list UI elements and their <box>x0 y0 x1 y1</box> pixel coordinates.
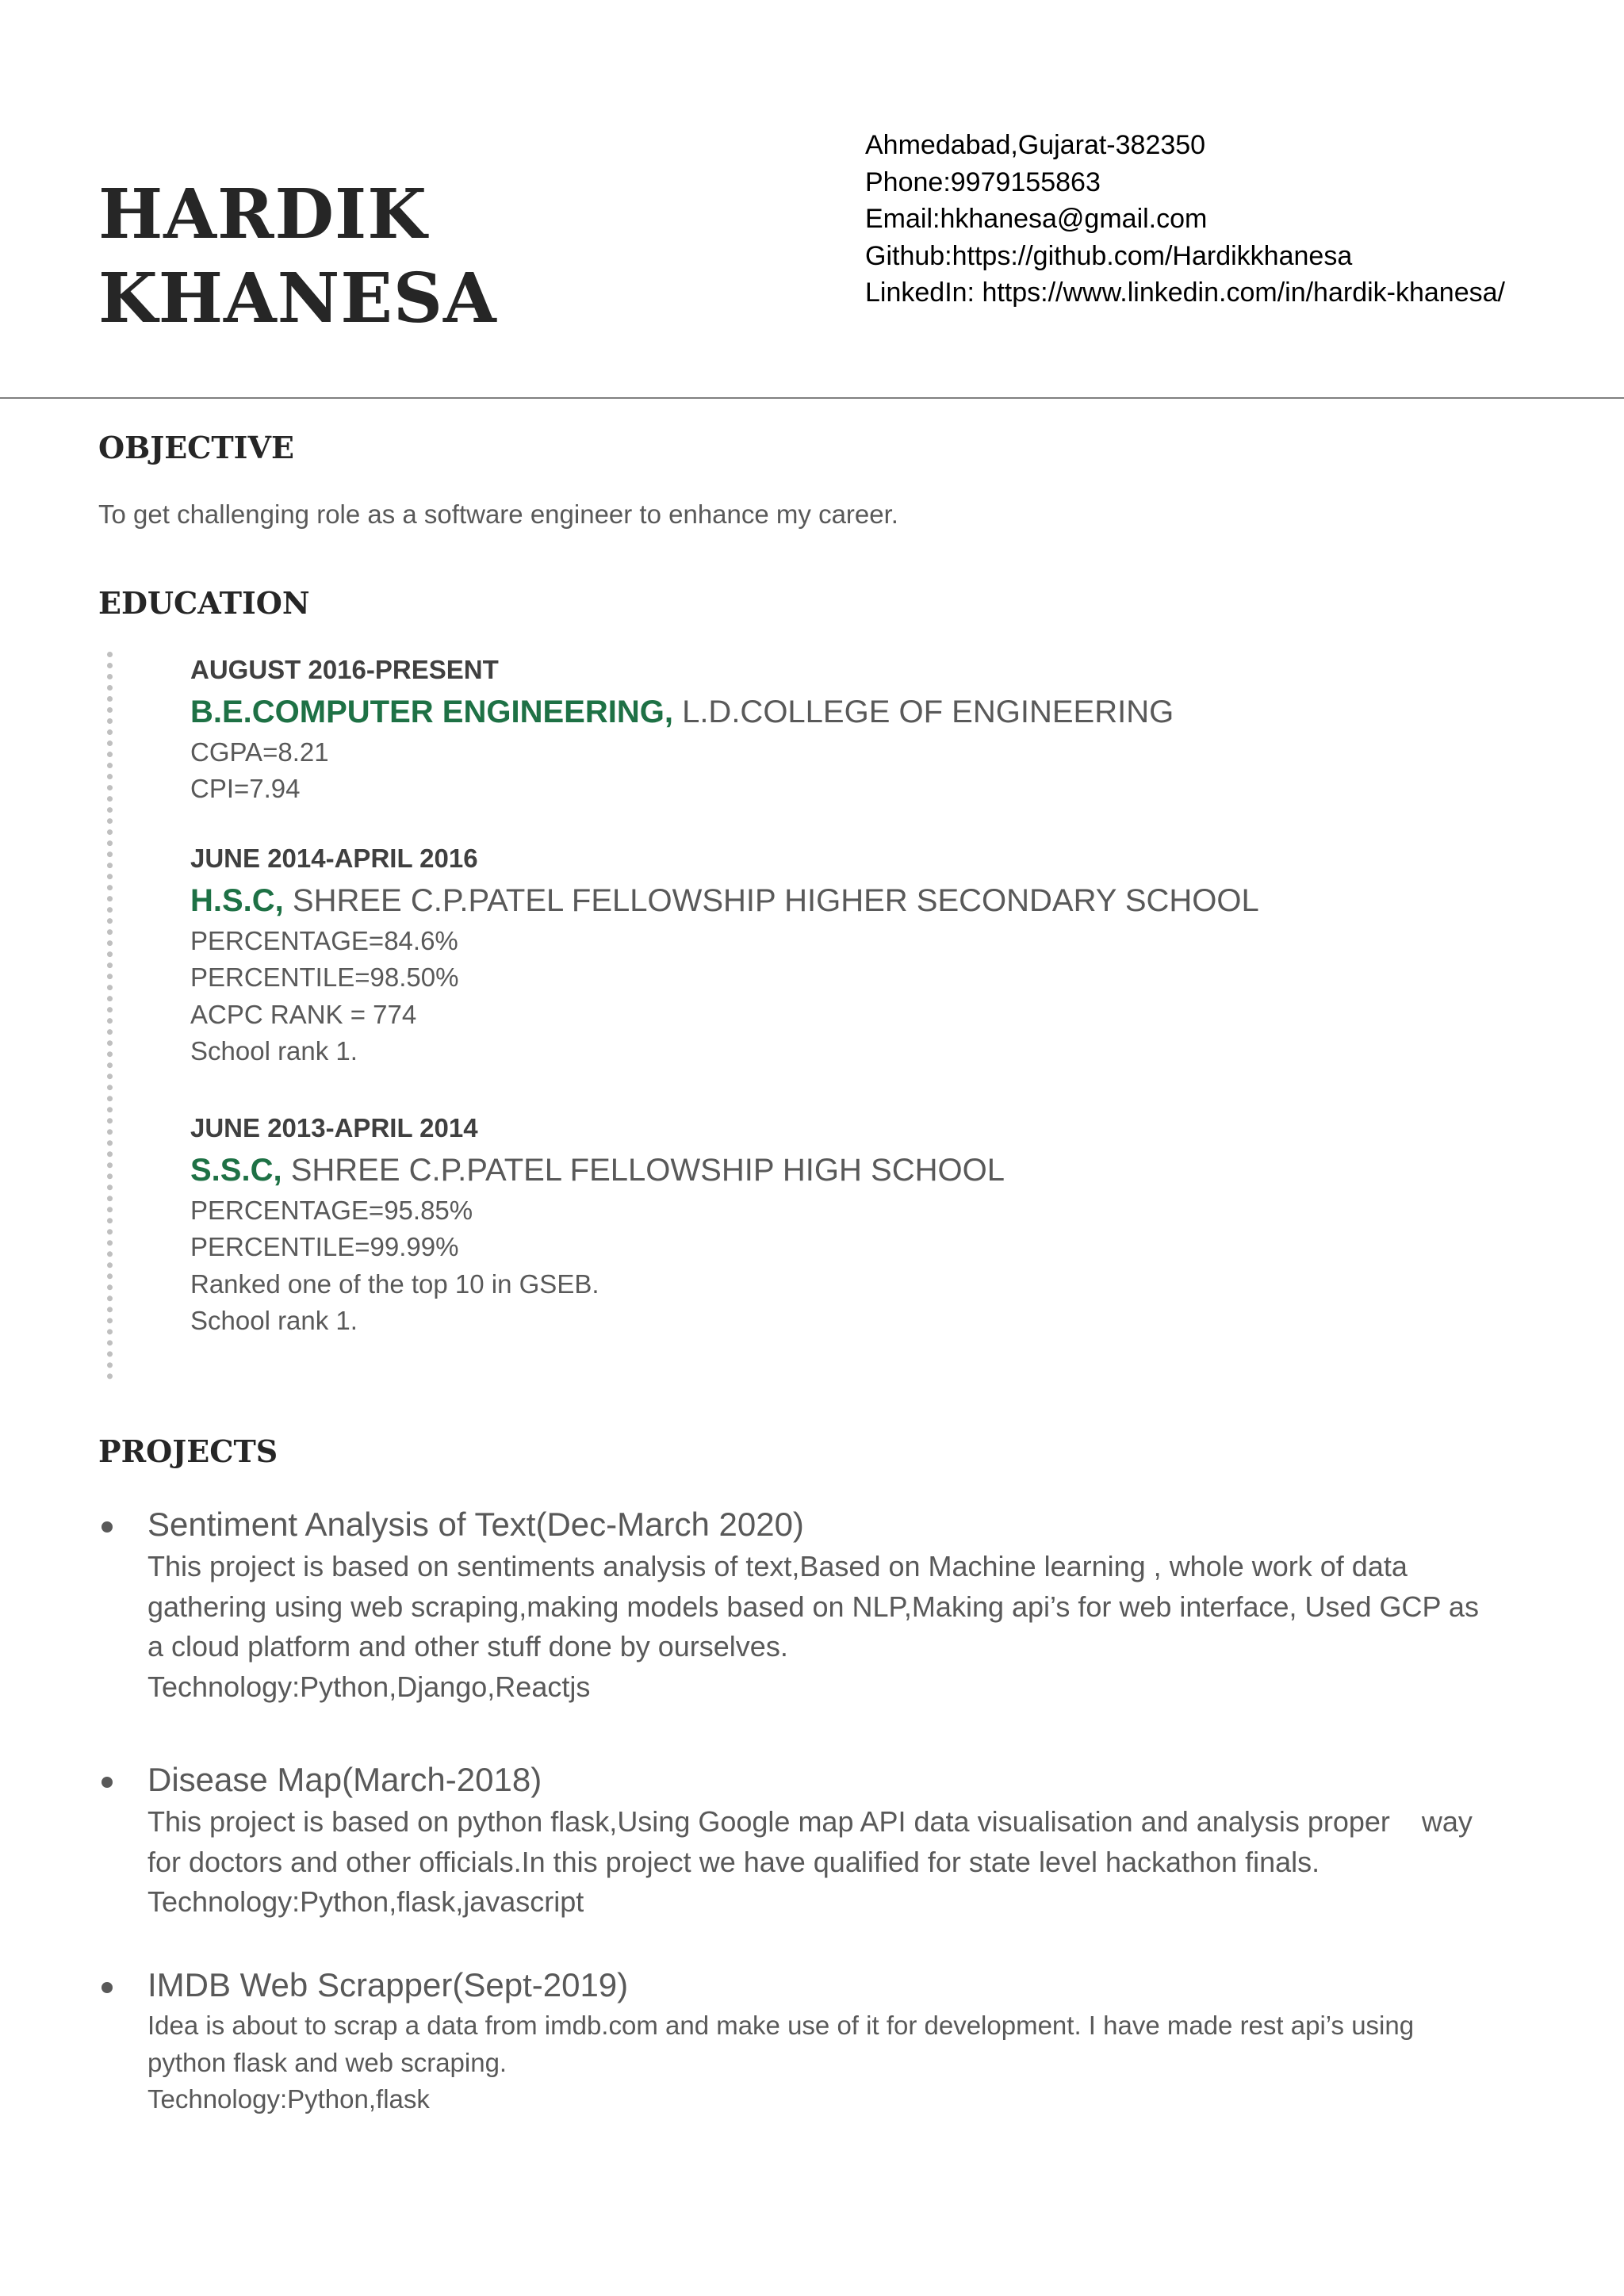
project-description-line: for doctors and other officials.In this project we have qualified for state level hackathon finals. <box>147 1845 1320 1878</box>
project-title: Disease Map(March-2018) <box>147 1761 542 1798</box>
project-technology: Technology:Python,Django,Reactjs <box>147 1670 591 1703</box>
project-title: Sentiment Analysis of Text(Dec-March 2020) <box>147 1506 804 1543</box>
education-detail: PERCENTILE=98.50% <box>190 962 459 993</box>
contact-address: Ahmedabad,Gujarat-382350 <box>865 130 1206 160</box>
header-divider <box>0 397 1624 399</box>
projects-heading: PROJECTS <box>98 1433 278 1469</box>
contact-phone: Phone:9979155863 <box>865 166 1101 197</box>
education-detail: PERCENTAGE=95.85% <box>190 1196 473 1225</box>
project-description-line: This project is based on sentiments analysis of text,Based on Machine learning , whole work of data <box>147 1550 1408 1582</box>
bullet-icon <box>102 1521 113 1533</box>
contact-linkedin: LinkedIn: https://www.linkedin.com/in/hardik-khanesa/ <box>865 277 1505 308</box>
project-description-line: python flask and web scraping. <box>147 2047 508 2077</box>
education-detail: School rank 1. <box>190 1305 358 1335</box>
project-description-line: Idea is about to scrap a data from imdb.com and make use of it for development. I have made rest api’s using <box>147 2011 1415 2040</box>
project-item <box>98 1963 1573 2118</box>
contact-info <box>865 127 1505 312</box>
education-detail: School rank 1. <box>190 1035 358 1066</box>
education-school: SHREE C.P.PATEL FELLOWSHIP HIGH SCHOOL <box>282 1153 1005 1188</box>
education-heading: EDUCATION <box>98 585 310 621</box>
education-degree: H.S.C, <box>190 883 284 918</box>
education-detail: PERCENTILE=99.99% <box>190 1232 459 1262</box>
project-technology: Technology:Python,flask <box>147 2084 430 2114</box>
candidate-name <box>98 173 497 341</box>
education-date: JUNE 2013-APRIL 2014 <box>190 1113 478 1142</box>
education-degree-line <box>190 1148 1005 1192</box>
project-title: IMDB Web Scrapper(Sept-2019) <box>147 1966 629 2003</box>
contact-email: Email:hkhanesa@gmail.com <box>865 204 1208 234</box>
education-degree-line <box>190 690 1174 734</box>
contact-github: Github:https://github.com/Hardikkhanesa <box>865 240 1353 271</box>
education-school: L.D.COLLEGE OF ENGINEERING <box>672 695 1174 729</box>
project-item <box>98 1502 1573 1707</box>
education-date: AUGUST 2016-PRESENT <box>190 655 499 684</box>
education-entry <box>190 840 1259 1070</box>
education-degree: S.S.C, <box>190 1153 282 1188</box>
first-name: HARDIK <box>98 174 428 254</box>
education-timeline <box>107 652 113 1380</box>
education-school: SHREE C.P.PATEL FELLOWSHIP HIGHER SECONDARY SCHOOL <box>283 883 1259 918</box>
project-description-line: This project is based on python flask,Using Google map API data visualisation and analysis proper way <box>147 1805 1473 1838</box>
project-technology: Technology:Python,flask,javascript <box>147 1885 584 1918</box>
education-degree-line <box>190 878 1259 923</box>
bullet-icon <box>102 1982 113 1993</box>
education-entry <box>190 1110 1005 1339</box>
education-date: JUNE 2014-APRIL 2016 <box>190 844 478 873</box>
education-detail: CGPA=8.21 <box>190 737 329 767</box>
objective-heading: OBJECTIVE <box>98 430 294 465</box>
education-detail: CPI=7.94 <box>190 774 301 804</box>
objective-text: To get challenging role as a software engineer to enhance my career. <box>98 499 898 529</box>
project-description-line: gathering using web scraping,making models based on NLP,Making api’s for web interface, Used GCP as <box>147 1590 1479 1623</box>
project-description-line: a cloud platform and other stuff done by ourselves. <box>147 1630 788 1663</box>
bullet-icon <box>102 1777 113 1788</box>
education-detail: ACPC RANK = 774 <box>190 999 417 1029</box>
education-detail: Ranked one of the top 10 in GSEB. <box>190 1269 599 1299</box>
project-item <box>98 1758 1573 1923</box>
last-name: KHANESA <box>98 258 497 339</box>
education-degree: B.E.COMPUTER ENGINEERING, <box>190 695 673 729</box>
education-detail: PERCENTAGE=84.6% <box>190 926 458 955</box>
education-entry <box>190 652 1174 808</box>
